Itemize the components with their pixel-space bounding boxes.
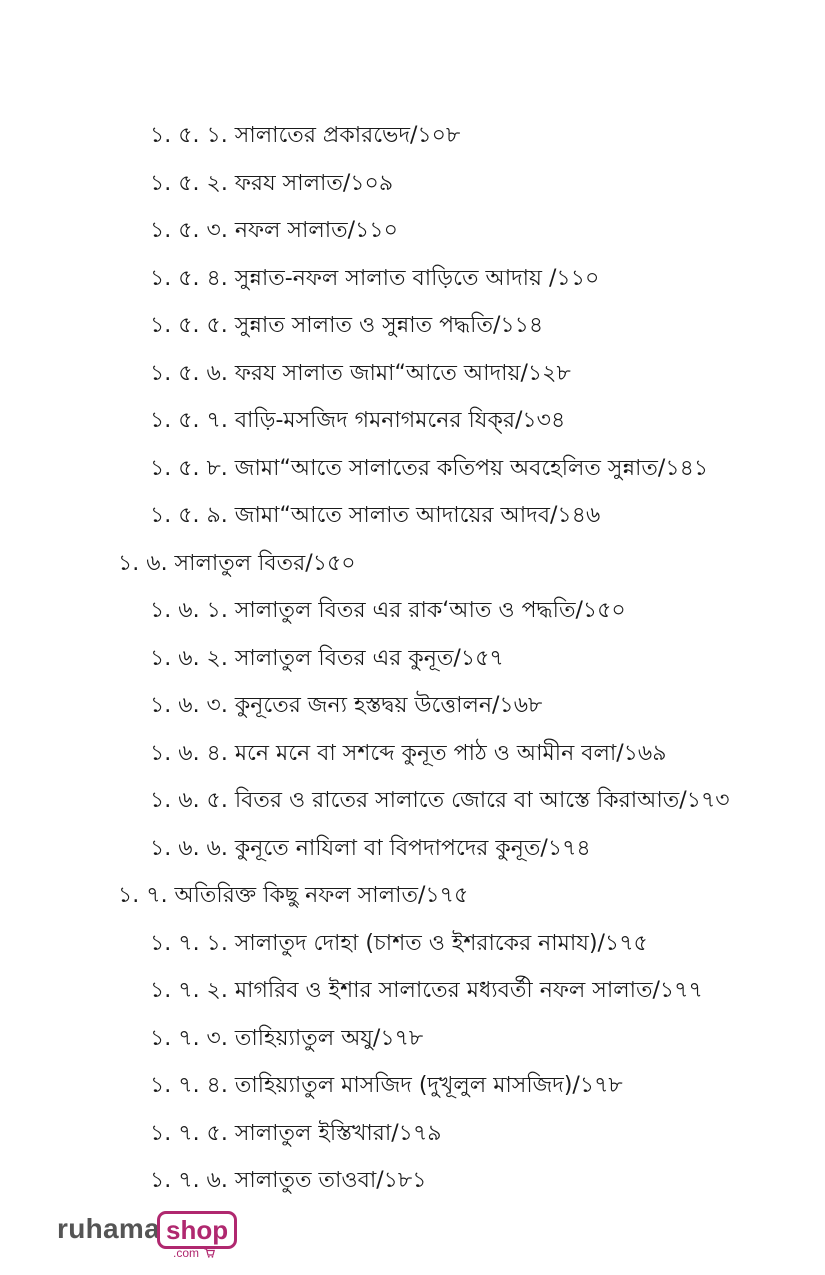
toc-entry: ১. ৬. ৬. কুনূতে নাযিলা বা বিপদাপদের কুনূত/১৭৪ <box>150 835 591 861</box>
toc-entry: ১. ৫. ১. সালাতের প্রকারভেদ/১০৮ <box>150 123 461 148</box>
table-of-contents <box>0 112 825 1205</box>
toc-entry: ১. ৫. ৩. নফল সালাত/১১০ <box>150 218 398 243</box>
toc-entry: ১. ৫. ২. ফরয সালাত/১০৯ <box>150 170 394 196</box>
toc-section-heading: ১. ৬. সালাতুল বিতর/১৫০ <box>118 550 356 576</box>
toc-entry: ১. ৫. ৬. ফরয সালাত জামা“আতে আদায়/১২৮ <box>150 360 571 386</box>
toc-entry: ১. ৫. ৭. বাড়ি-মসজিদ গমনাগমনের যিক্‌র/১৩৪ <box>150 408 566 433</box>
toc-entry: ১. ৭. ৩. তাহিয়্যাতুল অযু/১৭৮ <box>150 1025 424 1051</box>
logo-word: ruhama <box>57 1213 160 1244</box>
logo-domain-text: .com <box>173 1246 200 1260</box>
toc-entry: ১. ৭. ২. মাগরিব ও ইশার সালাতের মধ্যবর্তী নফল সালাত/১৭৭ <box>150 978 703 1003</box>
toc-entry: ১. ৬. ২. সালাতুল বিতর এর কুনূত/১৫৭ <box>150 645 504 671</box>
cart-icon <box>204 1247 215 1261</box>
toc-entry: ১. ৬. ৪. মনে মনে বা সশব্দে কুনূত পাঠ ও আমীন বলা/১৬৯ <box>150 740 667 766</box>
toc-entry: ১. ৬. ১. সালাতুল বিতর এর রাক‘আত ও পদ্ধতি/১৫০ <box>150 598 626 623</box>
toc-entry: ১. ৬. ৫. বিতর ও রাতের সালাতে জোরে বা আস্তে কিরাআত/১৭৩ <box>150 788 730 813</box>
toc-entry: ১. ৫. ৪. সুন্নাত-নফল সালাত বাড়িতে আদায় /১১০ <box>150 265 600 291</box>
toc-entry: ১. ৫. ৯. জামা“আতে সালাত আদায়ের আদব/১৪৬ <box>150 503 601 528</box>
toc-entry: ১. ৫. ৮. জামা“আতে সালাতের কতিপয় অবহেলিত সুন্নাত/১৪১ <box>150 455 709 481</box>
toc-entry: ১. ৬. ৩. কুনূতের জন্য হস্তদ্বয় উত্তোলন/১৬৮ <box>150 693 543 718</box>
toc-entry: ১. ৭. ৬. সালাতুত তাওবা/১৮১ <box>150 1168 427 1193</box>
logo-domain <box>173 1246 215 1261</box>
logo-shop-badge: shop <box>157 1211 237 1249</box>
toc-entry: ১. ৫. ৫. সুন্নাত সালাত ও সুন্নাত পদ্ধতি/১১৪ <box>150 313 544 338</box>
toc-entry: ১. ৭. ৪. তাহিয়্যাতুল মাসজিদ (দুখূলুল মাসজিদ)/১৭৮ <box>150 1073 623 1098</box>
toc-entry: ১. ৭. ১. সালাতুদ দোহা (চাশত ও ইশরাকের নামায)/১৭৫ <box>150 930 648 956</box>
toc-entry: ১. ৭. ৫. সালাতুল ইস্তিখারা/১৭৯ <box>150 1120 442 1146</box>
toc-section-heading: ১. ৭. অতিরিক্ত কিছু নফল সালাত/১৭৫ <box>118 883 469 908</box>
